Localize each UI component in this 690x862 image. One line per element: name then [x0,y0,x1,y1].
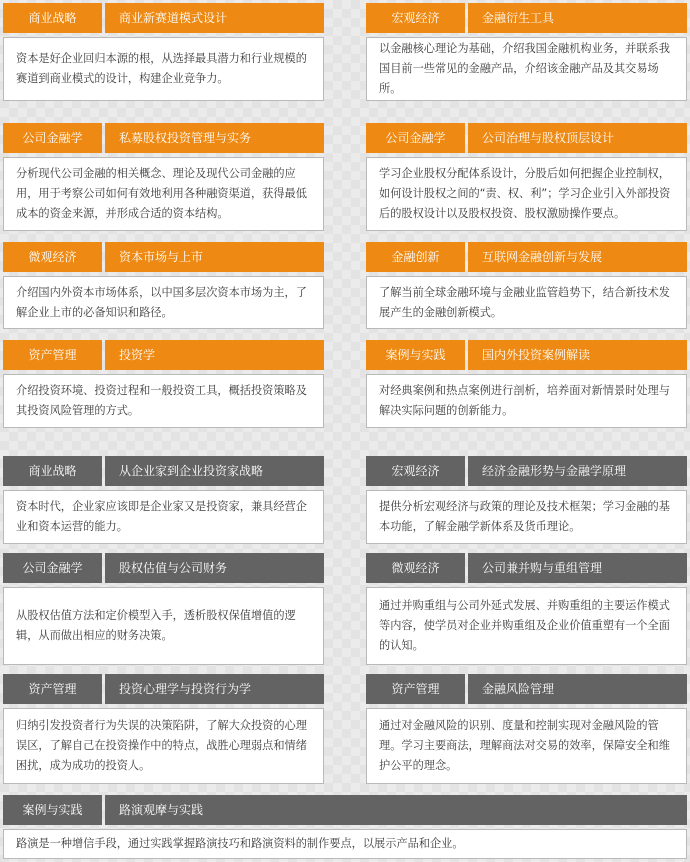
course-title: 从企业家到企业投资家战略 [105,456,324,486]
course-title: 国内外投资案例解读 [468,340,687,370]
course-header [3,795,687,825]
course-category: 资产管理 [366,674,465,704]
course-category: 宏观经济 [366,456,465,486]
course-description-box [3,37,324,101]
course-card [3,553,324,665]
course-description: 分析现代公司金融的相关概念、理论及现代公司金融的应用，用于考察公司如何有效地利用各种融资渠道，获得最低成本的资金来源，并形成合适的资本结构。 [16,167,307,220]
course-description: 介绍投资环境、投资过程和一般投资工具，概括投资策略及其投资风险管理的方式。 [16,384,307,417]
course-description: 从股权估值方法和定价模型入手，透析股权保值增值的逻辑，从而做出相应的财务决策。 [16,609,296,642]
course-header [3,123,324,153]
course-category: 案例与实践 [3,795,102,825]
course-description: 学习企业股权分配体系设计，分股后如何把握企业控制权，如何设计股权之间的“责、权、利”；学习企业引入外部投资后的股权设计以及股权投资、股权激励操作要点。 [379,167,671,220]
course-category: 宏观经济 [366,3,465,33]
course-description: 提供分析宏观经济与政策的理论及技术框架；学习金融的基本功能，了解金融学新体系及货币理论。 [379,500,670,533]
course-title: 投资学 [105,340,324,370]
course-header [366,242,687,272]
course-category: 公司金融学 [3,553,102,583]
course-description-box [366,276,687,329]
course-header [366,456,687,486]
course-header [3,674,324,704]
course-card [366,553,687,665]
course-header [3,242,324,272]
course-header [3,456,324,486]
course-title: 路演观摩与实践 [105,795,687,825]
course-card [3,456,324,544]
course-category: 公司金融学 [366,123,465,153]
course-category: 资产管理 [3,674,102,704]
course-title: 私募股权投资管理与实务 [105,123,324,153]
course-title: 金融衍生工具 [468,3,687,33]
course-title: 公司治理与股权顶层设计 [468,123,687,153]
course-title: 资本市场与上市 [105,242,324,272]
course-card [366,3,687,101]
course-card [3,242,324,329]
course-description-box [366,157,687,231]
course-description-box [3,276,324,329]
course-card [366,674,687,784]
course-category: 微观经济 [3,242,102,272]
course-card [3,3,324,101]
course-description-box [3,490,324,544]
course-card [366,242,687,329]
course-header [366,123,687,153]
course-category: 公司金融学 [3,123,102,153]
course-header [3,553,324,583]
course-header [366,674,687,704]
course-description: 通过对金融风险的识别、度量和控制实现对金融风险的管理。学习主要商法，理解商法对交易的效率，保障安全和维护公平的理念。 [379,719,670,772]
course-category: 资产管理 [3,340,102,370]
course-title: 投资心理学与投资行为学 [105,674,324,704]
course-description: 了解当前全球金融环境与金融业监管趋势下，结合新技术发展产生的金融创新模式。 [379,285,670,319]
course-description-box [3,829,687,859]
course-title: 股权估值与公司财务 [105,553,324,583]
course-description: 以金融核心理论为基础，介绍我国金融机构业务，并联系我国目前一些常见的金融产品，介绍该金融产品及其交易场所。 [379,42,670,95]
course-card [366,340,687,428]
course-category: 商业战略 [3,3,102,33]
course-title: 商业新赛道模式设计 [105,3,324,33]
course-category: 微观经济 [366,553,465,583]
course-title: 互联网金融创新与发展 [468,242,687,272]
course-title: 经济金融形势与金融学原理 [468,456,687,486]
course-title: 金融风险管理 [468,674,687,704]
course-category: 金融创新 [366,242,465,272]
course-category: 案例与实践 [366,340,465,370]
course-description: 路演是一种增信手段，通过实践掌握路演技巧和路演资料的制作要点，以展示产品和企业。 [16,837,464,850]
course-category: 商业战略 [3,456,102,486]
course-description-box [3,157,324,231]
course-card [3,674,324,784]
course-description-box [366,708,687,784]
course-header [3,340,324,370]
course-description: 对经典案例和热点案例进行剖析，培养面对新情景时处理与解决实际问题的创新能力。 [379,384,670,417]
course-description-box [3,708,324,784]
course-card [3,795,687,859]
course-description: 归纳引发投资者行为失误的决策陷阱，了解大众投资的心理误区，了解自己在投资操作中的特点，战胜心理弱点和情绪困扰，成为成功的投资人。 [16,719,307,772]
course-header [3,3,324,33]
course-card [3,123,324,231]
course-header [366,553,687,583]
course-description-box [3,587,324,665]
course-card [366,456,687,544]
course-card [3,340,324,428]
course-header [366,3,687,33]
course-description-box [366,374,687,428]
course-header [366,340,687,370]
course-description-box [366,490,687,544]
course-description: 资本是好企业回归本源的根，从选择最具潜力和行业规模的赛道到商业模式的设计，构建企业竞争力。 [16,52,307,85]
course-description-box [366,37,687,101]
course-description-box [3,374,324,428]
course-title: 公司兼并购与重组管理 [468,553,687,583]
course-description: 资本时代，企业家应该即是企业家又是投资家，兼具经营企业和资本运营的能力。 [16,500,307,533]
course-description: 介绍国内外资本市场体系，以中国多层次资本市场为主，了解企业上市的必备知识和路径。 [16,285,307,319]
course-card [366,123,687,231]
course-description-box [366,587,687,665]
course-description: 通过并购重组与公司外延式发展、并购重组的主要运作模式等内容，使学员对企业并购重组及企业价值重塑有一个全面的认知。 [379,599,670,652]
